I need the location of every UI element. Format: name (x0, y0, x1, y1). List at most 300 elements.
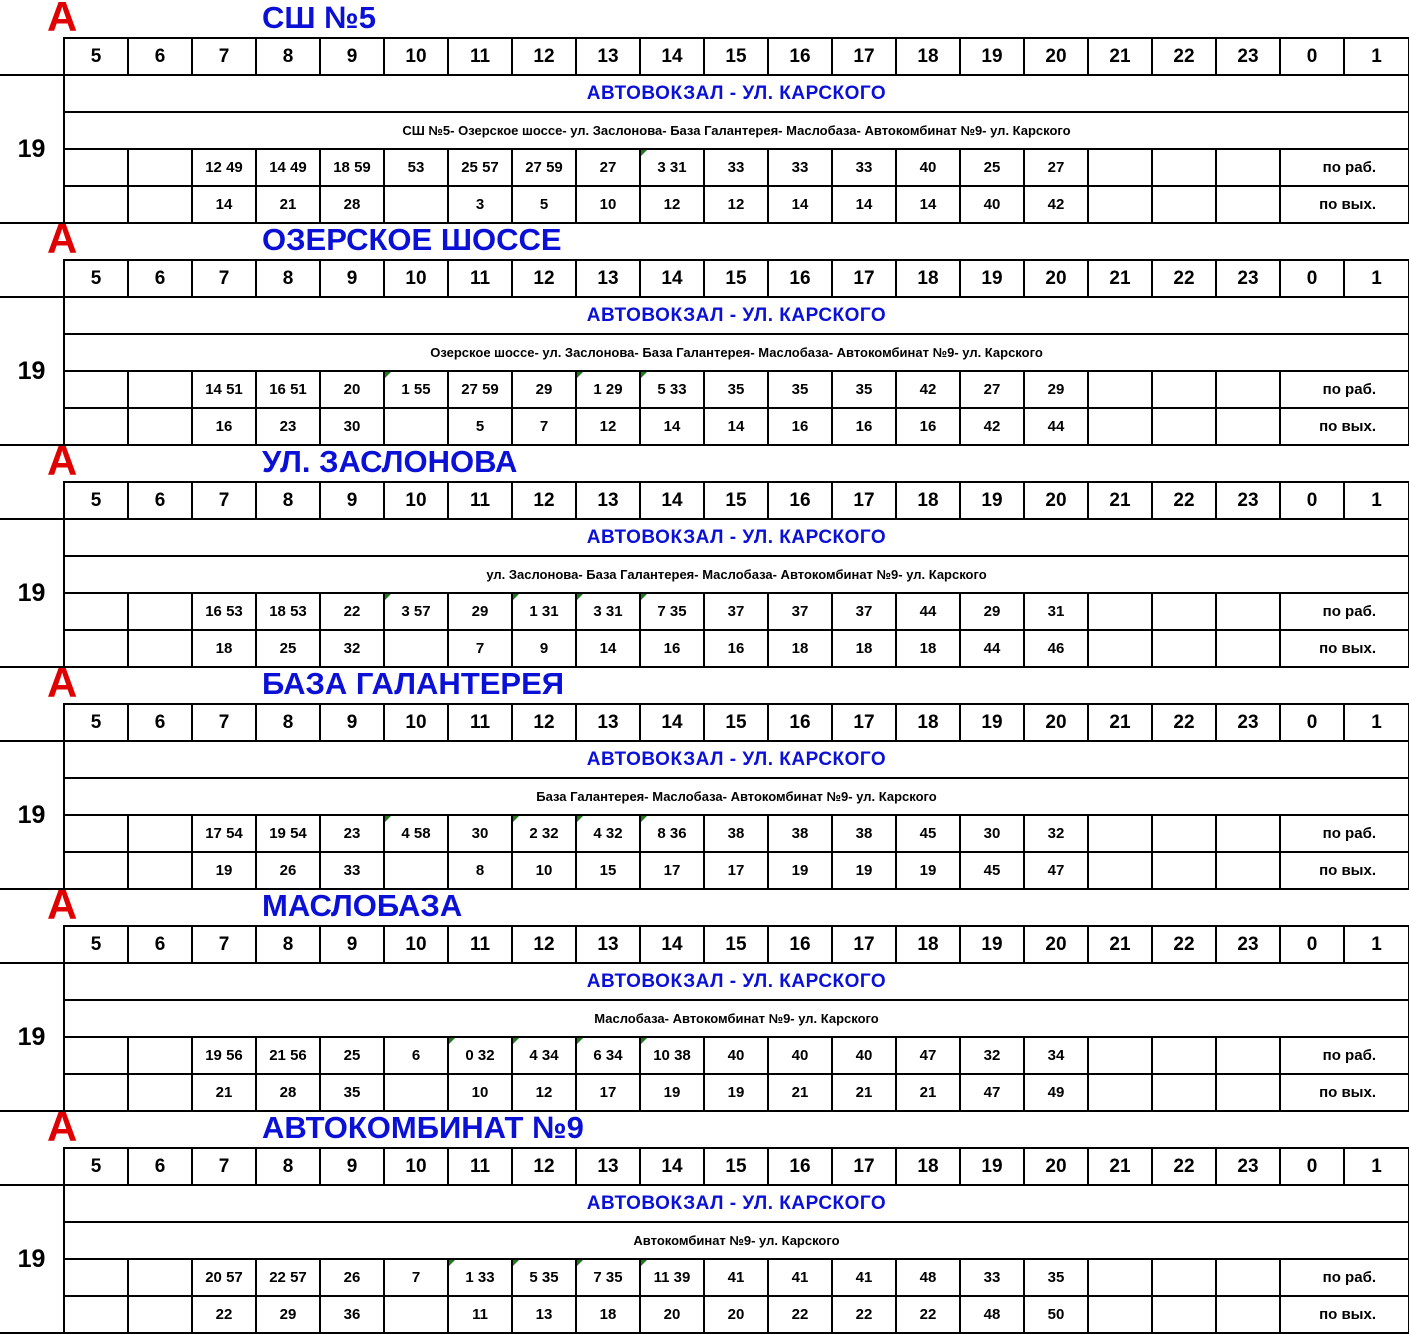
departure-cell: 34 (1024, 1037, 1088, 1074)
departure-cell: 40 (832, 1037, 896, 1074)
hour-cell: 19 (960, 482, 1024, 519)
departure-cell (128, 1259, 192, 1296)
departure-cell (384, 1296, 448, 1333)
departure-cell: 29 (960, 593, 1024, 630)
departure-cell: 14 49 (256, 149, 320, 186)
route-name: АВТОВОКЗАЛ - УЛ. КАРСКОГО (64, 519, 1409, 556)
hour-cell: 9 (320, 260, 384, 297)
departure-cell (1088, 815, 1152, 852)
route-path: СШ №5- Озерское шоссе- ул. Заслонова- База Галантерея- Маслобаза- Автокомбинат №9- ул. Карского (64, 112, 1409, 149)
departure-cell: 11 39 (640, 1259, 704, 1296)
hour-cell: 0 (1280, 1148, 1344, 1185)
departure-cell: 33 (768, 149, 832, 186)
hour-cell: 5 (64, 38, 128, 75)
stop-name: МАСЛОБАЗА (262, 888, 463, 923)
departure-cell: 16 (896, 408, 960, 445)
departure-cell (384, 630, 448, 667)
departure-cell: 22 (768, 1296, 832, 1333)
route-name-row (0, 963, 1409, 1000)
hour-cell: 15 (704, 1148, 768, 1185)
hours-row (0, 704, 1409, 741)
hour-cell: 7 (192, 704, 256, 741)
departure-cell: 22 (896, 1296, 960, 1333)
route-number: 19 (0, 75, 64, 223)
departure-cell: 16 53 (192, 593, 256, 630)
departure-cell (1216, 630, 1280, 667)
hour-cell: 15 (704, 482, 768, 519)
departure-cell: 14 51 (192, 371, 256, 408)
route-path: ул. Заслонова- База Галантерея- Маслобаза- Автокомбинат №9- ул. Карского (64, 556, 1409, 593)
hour-cell: 19 (960, 260, 1024, 297)
hour-cell: 12 (512, 482, 576, 519)
hour-cell: 17 (832, 704, 896, 741)
departure-cell: 1 33 (448, 1259, 512, 1296)
departure-cell: 5 (448, 408, 512, 445)
hour-cell: 9 (320, 482, 384, 519)
departure-cell: 35 (832, 371, 896, 408)
hour-cell: 5 (64, 704, 128, 741)
departure-cell: 7 (384, 1259, 448, 1296)
route-name: АВТОВОКЗАЛ - УЛ. КАРСКОГО (64, 297, 1409, 334)
hour-cell: 19 (960, 704, 1024, 741)
departure-cell: 17 54 (192, 815, 256, 852)
departure-cell (1216, 149, 1280, 186)
hour-cell: 15 (704, 38, 768, 75)
departure-cell: 47 (1024, 852, 1088, 889)
departure-cell (128, 593, 192, 630)
departure-cell: 22 (192, 1296, 256, 1333)
departure-cell: 14 (192, 186, 256, 223)
departure-cell: 4 34 (512, 1037, 576, 1074)
departure-cell (384, 408, 448, 445)
departure-cell (1152, 852, 1216, 889)
weekend-row (0, 1296, 1409, 1333)
workday-row (0, 815, 1409, 852)
departure-cell (1216, 1074, 1280, 1111)
hour-cell: 20 (1024, 1148, 1088, 1185)
departure-cell: 29 (448, 593, 512, 630)
departure-cell: 18 (192, 630, 256, 667)
departure-cell: 12 (512, 1074, 576, 1111)
hour-cell: 18 (896, 704, 960, 741)
hour-cell: 1 (1344, 38, 1409, 75)
hour-cell: 0 (1280, 38, 1344, 75)
route-path-row (0, 112, 1409, 149)
hour-cell: 9 (320, 1148, 384, 1185)
stop-name: АВТОКОМБИНАТ №9 (262, 1110, 584, 1145)
departure-cell (64, 1259, 128, 1296)
departure-cell: 18 59 (320, 149, 384, 186)
bus-a-letter: А (47, 659, 78, 706)
departure-cell: 28 (256, 1074, 320, 1111)
weekend-label: по вых. (1280, 1296, 1409, 1333)
departure-cell: 18 (768, 630, 832, 667)
hour-cell: 12 (512, 1148, 576, 1185)
departure-cell (1216, 1259, 1280, 1296)
hour-cell: 7 (192, 482, 256, 519)
departure-cell (1088, 1074, 1152, 1111)
hour-cell: 13 (576, 926, 640, 963)
route-number: 19 (0, 1185, 64, 1333)
departure-cell: 23 (256, 408, 320, 445)
hour-cell: 23 (1216, 1148, 1280, 1185)
departure-cell: 33 (320, 852, 384, 889)
hour-cell: 13 (576, 38, 640, 75)
departure-cell: 30 (448, 815, 512, 852)
workday-label: по раб. (1280, 1259, 1409, 1296)
departure-cell: 20 57 (192, 1259, 256, 1296)
departure-cell: 45 (960, 852, 1024, 889)
hour-cell: 16 (768, 926, 832, 963)
departure-cell: 9 (512, 630, 576, 667)
hour-cell: 1 (1344, 704, 1409, 741)
route-number: 19 (0, 297, 64, 445)
hour-cell: 12 (512, 704, 576, 741)
route-name-row (0, 75, 1409, 112)
departure-cell: 19 (192, 852, 256, 889)
hours-row (0, 1148, 1409, 1185)
departure-cell: 21 (832, 1074, 896, 1111)
departure-cell (1088, 149, 1152, 186)
departure-cell: 40 (896, 149, 960, 186)
schedule-table (0, 703, 1409, 890)
hour-cell: 22 (1152, 38, 1216, 75)
hour-cell: 16 (768, 260, 832, 297)
stop-name: СШ №5 (262, 0, 376, 35)
hour-cell: 13 (576, 704, 640, 741)
departure-cell: 32 (320, 630, 384, 667)
hour-cell: 13 (576, 260, 640, 297)
hour-cell: 10 (384, 38, 448, 75)
departure-cell (128, 408, 192, 445)
departure-cell: 29 (1024, 371, 1088, 408)
departure-cell: 15 (576, 852, 640, 889)
workday-label: по раб. (1280, 815, 1409, 852)
departure-cell: 21 (256, 186, 320, 223)
departure-cell: 21 56 (256, 1037, 320, 1074)
departure-cell (384, 186, 448, 223)
schedule-table (0, 1147, 1409, 1334)
hour-cell: 15 (704, 260, 768, 297)
weekend-row (0, 1074, 1409, 1111)
hour-cell: 11 (448, 38, 512, 75)
hour-cell: 21 (1088, 38, 1152, 75)
corner-cell (0, 704, 64, 741)
route-name: АВТОВОКЗАЛ - УЛ. КАРСКОГО (64, 75, 1409, 112)
departure-cell: 2 32 (512, 815, 576, 852)
hour-cell: 5 (64, 926, 128, 963)
departure-cell: 35 (1024, 1259, 1088, 1296)
departure-cell (64, 593, 128, 630)
workday-label: по раб. (1280, 593, 1409, 630)
departure-cell: 30 (320, 408, 384, 445)
hour-cell: 1 (1344, 482, 1409, 519)
departure-cell: 48 (960, 1296, 1024, 1333)
departure-cell: 19 (640, 1074, 704, 1111)
route-number: 19 (0, 963, 64, 1111)
departure-cell: 42 (960, 408, 1024, 445)
departure-cell: 25 (256, 630, 320, 667)
departure-cell: 44 (1024, 408, 1088, 445)
hour-cell: 10 (384, 926, 448, 963)
hour-cell: 6 (128, 1148, 192, 1185)
departure-cell: 47 (960, 1074, 1024, 1111)
departure-cell: 7 (448, 630, 512, 667)
departure-cell (1088, 408, 1152, 445)
weekend-row (0, 408, 1409, 445)
hour-cell: 10 (384, 1148, 448, 1185)
departure-cell: 10 38 (640, 1037, 704, 1074)
corner-cell (0, 482, 64, 519)
departure-cell: 5 (512, 186, 576, 223)
hour-cell: 21 (1088, 1148, 1152, 1185)
departure-cell (64, 815, 128, 852)
departure-cell (1152, 630, 1216, 667)
hours-row (0, 260, 1409, 297)
departure-cell: 31 (1024, 593, 1088, 630)
route-path-row (0, 1222, 1409, 1259)
departure-cell (1088, 852, 1152, 889)
departure-cell (64, 1037, 128, 1074)
departure-cell: 3 57 (384, 593, 448, 630)
hour-cell: 13 (576, 1148, 640, 1185)
departure-cell: 16 (704, 630, 768, 667)
departure-cell: 50 (1024, 1296, 1088, 1333)
departure-cell: 7 35 (640, 593, 704, 630)
departure-cell (1216, 852, 1280, 889)
departure-cell: 1 55 (384, 371, 448, 408)
hour-cell: 10 (384, 704, 448, 741)
departure-cell: 33 (704, 149, 768, 186)
hour-cell: 20 (1024, 260, 1088, 297)
hour-cell: 14 (640, 926, 704, 963)
route-name: АВТОВОКЗАЛ - УЛ. КАРСКОГО (64, 1185, 1409, 1222)
departure-cell: 40 (960, 186, 1024, 223)
departure-cell: 37 (832, 593, 896, 630)
departure-cell: 44 (896, 593, 960, 630)
departure-cell: 36 (320, 1296, 384, 1333)
hour-cell: 12 (512, 38, 576, 75)
schedule-table (0, 481, 1409, 668)
departure-cell (128, 630, 192, 667)
hour-cell: 7 (192, 1148, 256, 1185)
hour-cell: 15 (704, 704, 768, 741)
hour-cell: 17 (832, 1148, 896, 1185)
departure-cell: 30 (960, 815, 1024, 852)
departure-cell: 19 (832, 852, 896, 889)
hour-cell: 11 (448, 1148, 512, 1185)
departure-cell: 3 31 (640, 149, 704, 186)
departure-cell: 5 33 (640, 371, 704, 408)
route-path: Маслобаза- Автокомбинат №9- ул. Карского (64, 1000, 1409, 1037)
departure-cell: 16 (832, 408, 896, 445)
hour-cell: 9 (320, 926, 384, 963)
route-name: АВТОВОКЗАЛ - УЛ. КАРСКОГО (64, 741, 1409, 778)
departure-cell (1152, 149, 1216, 186)
stop-title (0, 1103, 1409, 1150)
hour-cell: 20 (1024, 482, 1088, 519)
departure-cell (1088, 1296, 1152, 1333)
weekend-label: по вых. (1280, 630, 1409, 667)
departure-cell: 27 (1024, 149, 1088, 186)
hour-cell: 8 (256, 482, 320, 519)
hour-cell: 8 (256, 1148, 320, 1185)
departure-cell: 41 (768, 1259, 832, 1296)
stop-block (0, 437, 1409, 666)
departure-cell: 8 36 (640, 815, 704, 852)
hour-cell: 5 (64, 260, 128, 297)
route-name-row (0, 1185, 1409, 1222)
hour-cell: 17 (832, 260, 896, 297)
hours-row (0, 482, 1409, 519)
corner-cell (0, 1148, 64, 1185)
departure-cell (1088, 1259, 1152, 1296)
hour-cell: 7 (192, 926, 256, 963)
departure-cell: 16 (192, 408, 256, 445)
departure-cell: 25 57 (448, 149, 512, 186)
route-path-row (0, 334, 1409, 371)
departure-cell: 19 56 (192, 1037, 256, 1074)
hour-cell: 11 (448, 704, 512, 741)
departure-cell: 18 (576, 1296, 640, 1333)
departure-cell: 12 (704, 186, 768, 223)
workday-label: по раб. (1280, 371, 1409, 408)
hour-cell: 23 (1216, 926, 1280, 963)
departure-cell: 49 (1024, 1074, 1088, 1111)
hour-cell: 20 (1024, 38, 1088, 75)
departure-cell (64, 371, 128, 408)
departure-cell: 18 (896, 630, 960, 667)
departure-cell: 6 34 (576, 1037, 640, 1074)
departure-cell: 35 (704, 371, 768, 408)
hour-cell: 8 (256, 260, 320, 297)
departure-cell (1152, 593, 1216, 630)
hour-cell: 5 (64, 1148, 128, 1185)
hour-cell: 23 (1216, 38, 1280, 75)
hour-cell: 10 (384, 260, 448, 297)
stop-name: ОЗЕРСКОЕ ШОССЕ (262, 222, 562, 257)
departure-cell: 21 (192, 1074, 256, 1111)
departure-cell (1216, 186, 1280, 223)
weekend-label: по вых. (1280, 186, 1409, 223)
departure-cell (128, 1296, 192, 1333)
departure-cell (1152, 1074, 1216, 1111)
hour-cell: 16 (768, 38, 832, 75)
departure-cell: 38 (768, 815, 832, 852)
departure-cell (1152, 1037, 1216, 1074)
departure-cell (1152, 408, 1216, 445)
schedule-table (0, 37, 1409, 224)
hour-cell: 0 (1280, 704, 1344, 741)
workday-row (0, 593, 1409, 630)
stop-block (0, 1103, 1409, 1332)
hour-cell: 1 (1344, 926, 1409, 963)
departure-cell: 14 (640, 408, 704, 445)
stop-block (0, 881, 1409, 1110)
hour-cell: 1 (1344, 260, 1409, 297)
departure-cell: 25 (960, 149, 1024, 186)
route-name-row (0, 741, 1409, 778)
departure-cell (1216, 1296, 1280, 1333)
departure-cell (128, 815, 192, 852)
hour-cell: 11 (448, 926, 512, 963)
stop-name: БАЗА ГАЛАНТЕРЕЯ (262, 666, 565, 701)
route-name-row (0, 297, 1409, 334)
hour-cell: 16 (768, 704, 832, 741)
route-number: 19 (0, 519, 64, 667)
weekend-label: по вых. (1280, 1074, 1409, 1111)
departure-cell (128, 186, 192, 223)
hour-cell: 6 (128, 926, 192, 963)
stop-block (0, 215, 1409, 444)
departure-cell: 5 35 (512, 1259, 576, 1296)
hour-cell: 15 (704, 926, 768, 963)
departure-cell: 13 (512, 1296, 576, 1333)
hours-row (0, 926, 1409, 963)
departure-cell: 22 57 (256, 1259, 320, 1296)
departure-cell: 12 49 (192, 149, 256, 186)
departure-cell: 14 (576, 630, 640, 667)
hour-cell: 12 (512, 926, 576, 963)
hour-cell: 18 (896, 1148, 960, 1185)
departure-cell: 25 (320, 1037, 384, 1074)
departure-cell: 27 59 (448, 371, 512, 408)
hour-cell: 16 (768, 482, 832, 519)
departure-cell: 17 (704, 852, 768, 889)
bus-a-letter: А (47, 881, 78, 928)
hour-cell: 19 (960, 926, 1024, 963)
hour-cell: 14 (640, 38, 704, 75)
departure-cell: 18 53 (256, 593, 320, 630)
departure-cell: 16 51 (256, 371, 320, 408)
departure-cell: 1 31 (512, 593, 576, 630)
departure-cell (1088, 1037, 1152, 1074)
departure-cell: 19 (896, 852, 960, 889)
stop-title (0, 0, 1409, 40)
departure-cell: 7 (512, 408, 576, 445)
departure-cell: 26 (256, 852, 320, 889)
stop-block (0, 659, 1409, 888)
route-number: 19 (0, 741, 64, 889)
hour-cell: 23 (1216, 260, 1280, 297)
hour-cell: 7 (192, 38, 256, 75)
departure-cell (1152, 1296, 1216, 1333)
departure-cell: 35 (768, 371, 832, 408)
workday-row (0, 1037, 1409, 1074)
hour-cell: 22 (1152, 926, 1216, 963)
workday-row (0, 371, 1409, 408)
hour-cell: 1 (1344, 1148, 1409, 1185)
stop-title (0, 437, 1409, 484)
hour-cell: 17 (832, 38, 896, 75)
hour-cell: 14 (640, 260, 704, 297)
departure-cell: 48 (896, 1259, 960, 1296)
departure-cell (1216, 408, 1280, 445)
route-path-row (0, 778, 1409, 815)
departure-cell (1088, 371, 1152, 408)
departure-cell: 46 (1024, 630, 1088, 667)
departure-cell (1152, 815, 1216, 852)
hour-cell: 0 (1280, 482, 1344, 519)
hour-cell: 17 (832, 926, 896, 963)
departure-cell: 20 (704, 1296, 768, 1333)
departure-cell: 42 (1024, 186, 1088, 223)
departure-cell: 19 (768, 852, 832, 889)
hour-cell: 9 (320, 704, 384, 741)
departure-cell: 0 32 (448, 1037, 512, 1074)
departure-cell: 28 (320, 186, 384, 223)
departure-cell: 27 (960, 371, 1024, 408)
